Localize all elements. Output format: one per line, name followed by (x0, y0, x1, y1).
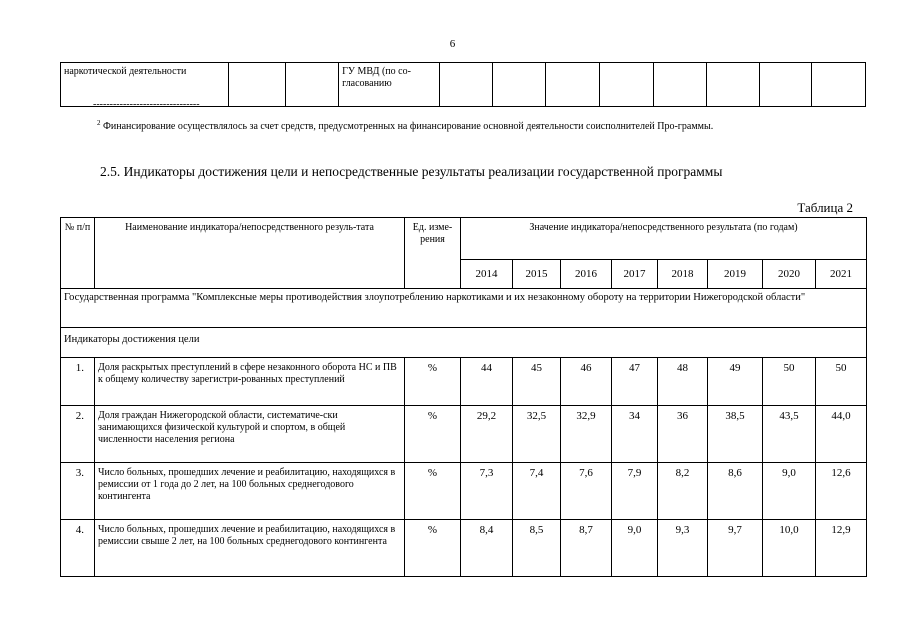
year-cell: 2017 (612, 260, 658, 289)
value-cell: 48 (658, 358, 708, 406)
year-cell: 2016 (561, 260, 612, 289)
page-number: 6 (449, 38, 456, 50)
program-row (61, 289, 867, 328)
value-cell: 9,3 (658, 520, 708, 577)
header-row (61, 218, 867, 260)
table-row (61, 463, 867, 520)
year-cell: 2014 (461, 260, 513, 289)
value-cell: 7,4 (513, 463, 561, 520)
value-cell: 44,0 (816, 406, 867, 463)
value-cell: 46 (561, 358, 612, 406)
value-cell: 29,2 (461, 406, 513, 463)
value-cell: 8,6 (708, 463, 763, 520)
cell-executor: ГУ МВД (по со-гласованию (339, 63, 440, 107)
footnote (60, 116, 860, 134)
value-cell: 43,5 (763, 406, 816, 463)
value-cell: 9,0 (763, 463, 816, 520)
value-cell: 34 (612, 406, 658, 463)
indicator-name: Число больных, прошедших лечение и реабилитацию, находящихся в ремиссии свыше 2 лет, на 100 больных среднегодового контингента (95, 520, 405, 577)
value-cell: 12,6 (816, 463, 867, 520)
value-cell: 8,7 (561, 520, 612, 577)
footnote-separator: -------------------------------- (93, 99, 200, 110)
section-title: Индикаторы достижения цели (61, 328, 867, 358)
header-unit: Ед. изме-рения (405, 218, 461, 289)
value-cell: 50 (763, 358, 816, 406)
indicator-name: Число больных, прошедших лечение и реабилитацию, находящихся в ремиссии от 1 года до 2 лет, на 100 больных среднегодового контингента (95, 463, 405, 520)
row-number: 1. (61, 358, 95, 406)
value-cell: 45 (513, 358, 561, 406)
value-cell: 47 (612, 358, 658, 406)
value-cell: 36 (658, 406, 708, 463)
table-caption: Таблица 2 (797, 200, 853, 215)
value-cell: 9,7 (708, 520, 763, 577)
value-cell: 32,9 (561, 406, 612, 463)
year-cell: 2020 (763, 260, 816, 289)
footnote-text: Финансирование осуществлялось за счет средств, предусмотренных на финансирование основной деятельности соисполнителей Про-граммы. (100, 121, 714, 132)
value-cell: 7,3 (461, 463, 513, 520)
value-cell: 44 (461, 358, 513, 406)
value-cell: 7,9 (612, 463, 658, 520)
value-cell: 38,5 (708, 406, 763, 463)
table-row (61, 358, 867, 406)
year-cell: 2018 (658, 260, 708, 289)
row-number: 2. (61, 406, 95, 463)
value-cell: 32,5 (513, 406, 561, 463)
value-cell: 10,0 (763, 520, 816, 577)
year-cell: 2015 (513, 260, 561, 289)
value-cell: 8,4 (461, 520, 513, 577)
header-name: Наименование индикатора/непосредственного резуль-тата (95, 218, 405, 289)
table-row (61, 406, 867, 463)
section-row (61, 328, 867, 358)
row-number: 3. (61, 463, 95, 520)
indicator-unit: % (405, 520, 461, 577)
year-cell: 2019 (708, 260, 763, 289)
value-cell: 12,9 (816, 520, 867, 577)
indicator-name: Доля раскрытых преступлений в сфере незаконного оборота НС и ПВ к общему количеству зарегистри-рованных преступлений (95, 358, 405, 406)
value-cell: 9,0 (612, 520, 658, 577)
cell-activity: наркотической деятельности (61, 63, 229, 107)
section-heading: 2.5. Индикаторы достижения цели и непосредственные результаты реализации государственной программы (100, 164, 723, 179)
header-no: № п/п (61, 218, 95, 289)
indicator-name: Доля граждан Нижегородской области, систематиче-ски занимающихся физической культурой и спортом, в общей численности населения региона (95, 406, 405, 463)
row-number: 4. (61, 520, 95, 577)
indicator-unit: % (405, 406, 461, 463)
value-cell: 8,5 (513, 520, 561, 577)
year-cell: 2021 (816, 260, 867, 289)
indicator-unit: % (405, 463, 461, 520)
indicator-unit: % (405, 358, 461, 406)
footnote-mark: 2 (97, 119, 101, 127)
header-values: Значение индикатора/непосредственного результата (по годам) (461, 218, 867, 260)
value-cell: 49 (708, 358, 763, 406)
value-cell: 8,2 (658, 463, 708, 520)
value-cell: 7,6 (561, 463, 612, 520)
indicators-table (60, 217, 867, 577)
table-row (61, 520, 867, 577)
value-cell: 50 (816, 358, 867, 406)
program-title: Государственная программа "Комплексные меры противодействия злоупотреблению наркотиками и их незаконному обороту на территории Нижегородской области" (61, 289, 867, 328)
